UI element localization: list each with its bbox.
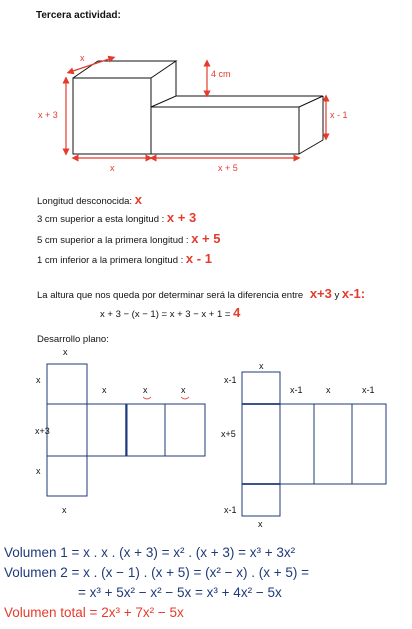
definition-4: 1 cm inferior a la primera longitud : x - 1 xyxy=(37,251,212,266)
dim-top-x: x xyxy=(80,53,85,63)
net1-top: x xyxy=(63,347,68,357)
dim-bottom-x: x xyxy=(110,163,115,173)
dim-x-plus-5: x + 5 xyxy=(218,163,238,173)
net2-col1: x-1 xyxy=(290,385,303,395)
net2-left-top: x-1 xyxy=(224,375,237,385)
definition-1: Longitud desconocida: x xyxy=(37,192,142,207)
net1-mark-2 xyxy=(143,397,151,399)
net2-top: x xyxy=(259,361,264,371)
net2-col2: x xyxy=(326,385,331,395)
height-note: La altura que nos queda por determinar será la diferencia entre x+3 y x-1: xyxy=(37,286,366,301)
net1-left-top: x xyxy=(36,375,41,385)
volume-total: Volumen total = 2x³ + 7x² − 5x xyxy=(4,605,184,620)
net2-left-bottom: x-1 xyxy=(224,505,237,515)
dim-x-plus-3: x + 3 xyxy=(38,110,58,120)
height-note-a: x+3 xyxy=(309,286,332,301)
height-calc: x + 3 − (x − 1) = x + 3 − x + 1 = 4 xyxy=(100,305,241,320)
page-title: Tercera actividad: xyxy=(36,10,121,21)
net1-bottom: x xyxy=(62,505,67,515)
volume-1: Volumen 1 = x . x . (x + 3) = x² . (x + 3) = x³ + 3x² xyxy=(4,545,296,560)
net1-col3: x xyxy=(181,385,186,395)
long-block xyxy=(151,96,323,154)
definition-2: 3 cm superior a esta longitud : x + 3 xyxy=(37,210,197,225)
net1-left-mid: x+3 xyxy=(35,426,50,436)
height-result: 4 xyxy=(233,305,241,320)
net2-col3: x-1 xyxy=(362,385,375,395)
definition-1-value: x xyxy=(134,192,142,207)
net1-col1: x xyxy=(102,385,107,395)
dim-4cm: 4 cm xyxy=(211,69,231,79)
height-note-b: x-1: xyxy=(341,286,366,301)
volume-2-expanded: = x³ + 5x² − x² − 5x = x³ + 4x² − 5x xyxy=(78,585,282,600)
dim-x-minus-1: x - 1 xyxy=(330,110,348,120)
net2-bottom: x xyxy=(258,519,263,529)
net1-col2: x xyxy=(143,385,148,395)
definition-4-value: x - 1 xyxy=(185,251,212,266)
desarrollo-label: Desarrollo plano: xyxy=(37,334,109,345)
net1-left-bottom: x xyxy=(36,466,41,476)
net1-mark-3 xyxy=(181,397,189,399)
definition-3: 5 cm superior a la primera longitud : x + 5 xyxy=(37,231,221,246)
dimension-arrows xyxy=(66,58,326,158)
net2-left-mid: x+5 xyxy=(221,429,236,439)
definition-2-value: x + 3 xyxy=(166,210,197,225)
net-1 xyxy=(47,364,205,496)
volume-2: Volumen 2 = x . (x − 1) . (x + 5) = (x² − x) . (x + 5) = xyxy=(4,565,309,580)
definition-3-value: x + 5 xyxy=(191,231,221,246)
